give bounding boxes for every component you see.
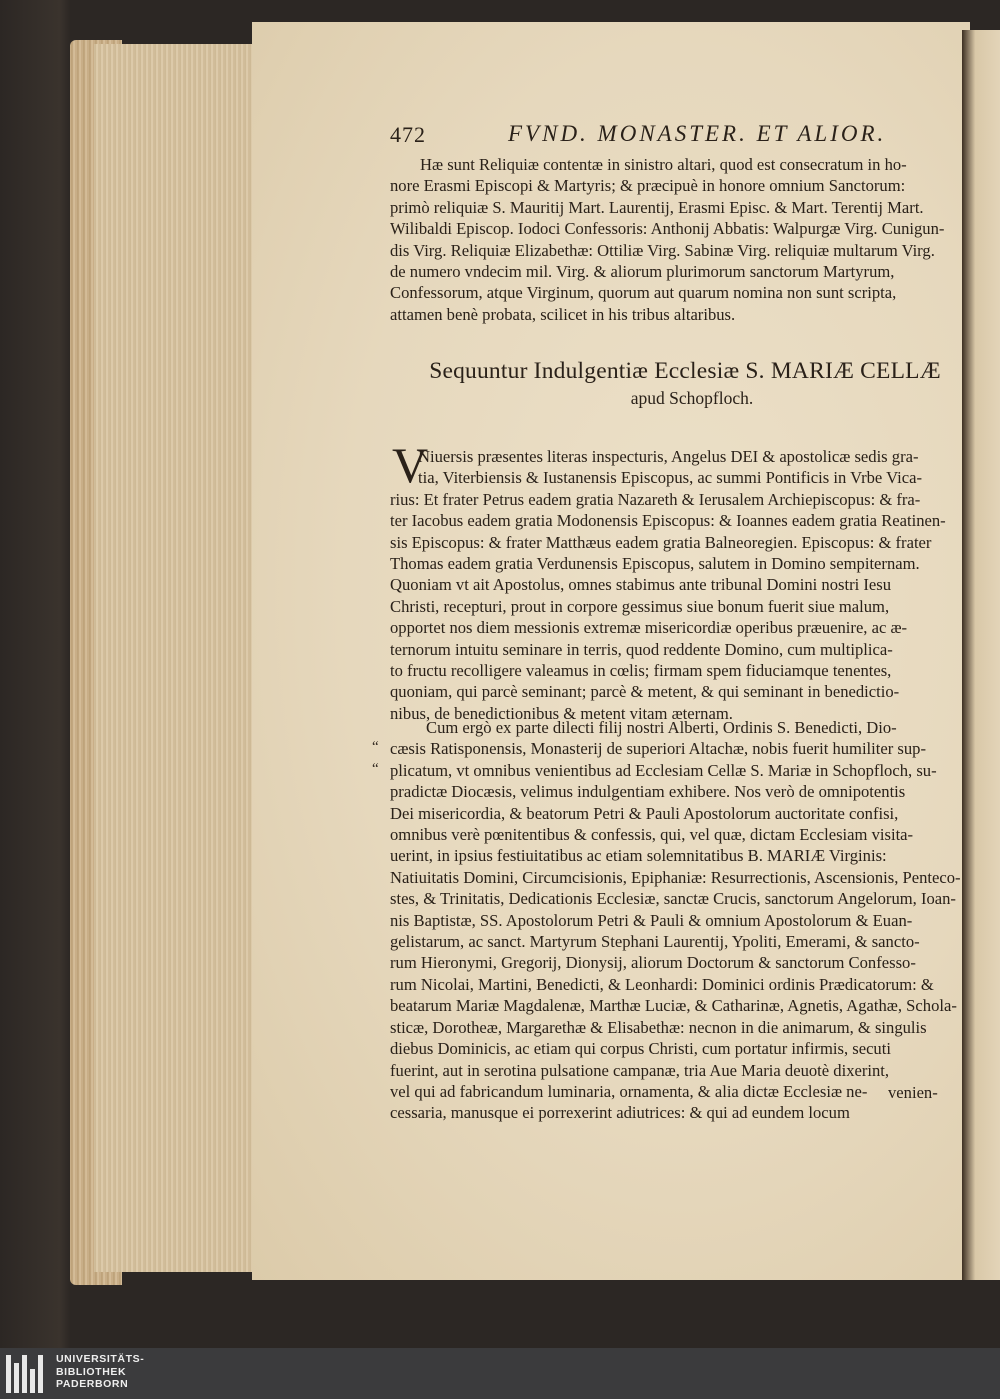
text-line: stes, & Trinitatis, Dedicationis Ecclesiæ, sanctæ Crucis, sanctorum Angelorum, Ioan-	[390, 889, 956, 909]
text-line: cessaria, manusque ei porrexerint adiutrices: & qui ad eundem locum	[390, 1103, 850, 1123]
text-line: omnibus verè pœnitentibus & confessis, qui, vel quæ, dictam Ecclesiam visita-	[390, 825, 914, 845]
running-title: FVND. MONASTER. ET ALIOR.	[508, 121, 887, 146]
library-logo-icon	[6, 1355, 46, 1393]
text-line: nis Baptistæ, SS. Apostolorum Petri & Pauli & omnium Apostolorum & Euan-	[390, 910, 913, 930]
paragraph-cum	[390, 717, 961, 1124]
drop-cap: V	[392, 437, 429, 493]
text-line: rum Nicolai, Martini, Benedicti, & Leonhardi: Dominici ordinis Prædicatorum: &	[390, 974, 934, 994]
text-line: sticæ, Dorotheæ, Margarethæ & Elisabethæ: necnon in die animarum, & singulis	[390, 1017, 927, 1037]
text-line: Thomas eadem gratia Verdunensis Episcopus, salutem in Domino sempiternam.	[390, 554, 920, 574]
library-footer	[0, 1348, 1000, 1399]
text-line: nibus, de benedictionibus & metent vitam æternam.	[390, 703, 733, 723]
text-line: ter Iacobus eadem gratia Modonensis Episcopus: & Ioannes eadem gratia Reatinen-	[390, 511, 946, 531]
text-line: rum Hieronymi, Gregorij, Dionysij, aliorum Doctorum & sanctorum Confesso-	[390, 953, 916, 973]
heading-subtitle: apud Schopfloch.	[630, 388, 754, 408]
text-line: gelistarum, ac sanct. Martyrum Stephani Laurentij, Ypoliti, Emerami, & sancto-	[390, 932, 920, 952]
text-line: Christi, recepturi, prout in corpore gessimus siue bonum fuerit siue malum,	[390, 596, 890, 616]
text-line: Natiuitatis Domini, Circumcisionis, Epiphaniæ: Resurrectionis, Ascensionis, Penteco-	[390, 867, 961, 887]
text-line: Quoniam vt ait Apostolus, omnes stabimus ante tribunal Domini nostri Iesu	[390, 575, 891, 595]
running-head	[390, 121, 887, 152]
text-line: attamen benè probata, scilicet in his tribus altaribus.	[390, 304, 736, 324]
library-name-line: BIBLIOTHEK	[56, 1365, 127, 1378]
text-line: Cum ergò ex parte dilecti filij nostri Alberti, Ordinis S. Benedicti, Dio-	[426, 718, 897, 737]
section-heading	[420, 358, 950, 409]
catchword: venien-	[888, 1083, 938, 1102]
text-line: cæsis Ratisponensis, Monasterij de superiori Altachæ, nobis fuerit humiliter sup-	[390, 739, 927, 759]
page-stack	[94, 44, 254, 1272]
text-line: tia, Viterbiensis & Iustanensis Episcopus, ac summi Pontificis in Vrbe Vica-	[418, 468, 922, 488]
text-line: quoniam, qui parcè seminant; parcè & metent, & qui seminant in benedictio-	[390, 682, 900, 702]
paragraph-universis	[390, 446, 946, 724]
text-line: to fructu recolligere valeamus in cœlis; firmam spem fiduciamque tenentes,	[390, 661, 892, 681]
text-line: rius: Et frater Petrus eadem gratia Nazareth & Ierusalem Archiepiscopus: & fra-	[390, 489, 921, 509]
text-line: plicatum, vt omnibus venientibus ad Ecclesiam Cellæ S. Mariæ in Schopfloch, su-	[390, 760, 937, 780]
text-line: Hæ sunt Reliquiæ contentæ in sinistro altari, quod est consecratum in ho-	[420, 155, 907, 174]
text-line: vel qui ad fabricandum luminaria, ornamenta, & alia dictæ Ecclesiæ ne-	[390, 1081, 868, 1101]
text-line: fuerint, aut in serotina pulsatione campanæ, tria Aue Maria deuotè dixerint,	[390, 1060, 890, 1080]
margin-mark: “	[372, 761, 379, 777]
text-line: Confessorum, atque Virginum, quorum aut quarum nomina non sunt scripta,	[390, 283, 897, 303]
page-number: 472	[390, 122, 426, 147]
text-line: de numero vndecim mil. Virg. & aliorum plurimorum sanctorum Martyrum,	[390, 262, 895, 282]
text-line: uerint, in ipsius festiuitatibus ac etiam solemnitatibus B. MARIÆ Virginis:	[390, 846, 887, 866]
library-name-line: PADERBORN	[56, 1378, 129, 1390]
text-line: diebus Dominicis, ac etiam qui corpus Christi, cum portatur infirmis, secuti	[390, 1039, 891, 1059]
text-line: ternorum intuitu seminare in terris, quod reddente Domino, cum multiplica-	[390, 639, 893, 659]
text-line: dis Virg. Reliquiæ Elizabethæ: Ottiliæ Virg. Sabinæ Virg. reliquiæ multarum Virg.	[390, 240, 935, 260]
library-name-line: UNIVERSITÄTS-	[56, 1353, 145, 1365]
margin-mark: “	[372, 739, 379, 755]
text-line: Dei misericordia, & beatorum Petri & Pauli Apostolorum auctoritate confisi,	[390, 803, 899, 823]
text-line: pradictæ Diocæsis, velimus indulgentiam exhibere. Nos verò de omnipotentis	[390, 782, 906, 802]
text-line: Wilibaldi Episcop. Iodoci Confessoris: Anthonij Abbatis: Walpurgæ Virg. Cunigun-	[390, 219, 945, 239]
paragraph-relics	[390, 154, 945, 325]
facing-page-edge	[962, 30, 1000, 1280]
text-line: Niuersis præsentes literas inspecturis, Angelus DEI & apostolicæ sedis gra-	[418, 447, 919, 466]
library-name	[56, 1353, 144, 1391]
heading-title: Sequuntur Indulgentiæ Ecclesiæ S. MARIÆ CELLÆ	[429, 358, 941, 384]
text-line: beatarum Mariæ Magdalenæ, Marthæ Luciæ, & Catharinæ, Agnetis, Agathæ, Schola-	[390, 996, 957, 1016]
text-line: sis Episcopus: & frater Matthæus eadem gratia Balneoregien. Episcopus: & frater	[390, 532, 932, 552]
text-line: opportet nos diem messionis extremæ misericordiæ operibus præuenire, ac æ-	[390, 618, 908, 638]
text-line: nore Erasmi Episcopi & Martyris; & præcipuè in honore omnium Sanctorum:	[390, 176, 906, 196]
text-line: primò reliquiæ S. Mauritij Mart. Laurentij, Erasmi Episc. & Mart. Terentij Mart.	[390, 197, 924, 217]
